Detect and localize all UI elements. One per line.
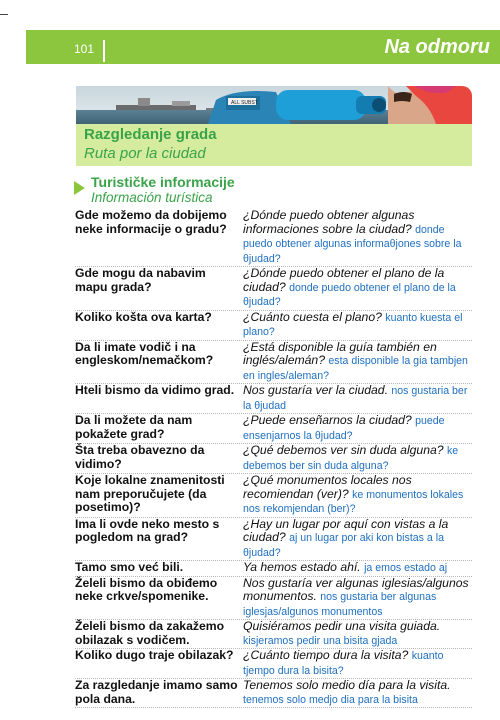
phrase-spanish: ¿Qué debemos ver sin duda alguna? [243,443,444,457]
phrase-list [75,209,472,708]
page-number-divider [103,40,105,62]
sightseeing-photo [76,86,472,124]
phrase-serbian: Koliko košta ova karta? [75,309,212,324]
phrase-serbian: Za razgledanje imamo samo pola dana. [75,678,238,706]
phrase-spanish: Nos gustaría ver algunas iglesias/algunos monumentos. [243,575,469,603]
phrase-serbian: Da li možete da nam pokažete grad? [75,413,193,441]
phrase-translation [243,384,472,413]
phrase-translation [243,311,472,340]
phrase-row [75,311,472,341]
section-header [76,124,472,166]
phrase-serbian: Želeli bismo da obiđemo neke crkve/spomenike. [75,575,218,603]
phrase-pronunciation: ke monumentos lokales nos rekomjendan (ber)? [243,488,464,515]
phrase-pronunciation: ja emos estado aj [364,562,448,574]
phrase-serbian: Hteli bismo da vidimo grad. [75,383,235,397]
phrase-translation [243,209,472,266]
phrase-serbian: Gde možemo da dobijemo neke informacije o gradu? [75,208,227,236]
phrase-row [75,444,472,474]
phrase-serbian: Želeli bismo da zakažemo obilazak s vodičem. [75,619,225,647]
phrase-translation [243,518,472,561]
phrase-spanish: Nos gustaría ver la ciudad. [243,383,388,397]
phrase-row [75,414,472,444]
phrase-translation [243,474,472,517]
phrase-pronunciation: kuanto kuesta el plano? [243,311,463,338]
phrase-row [75,620,472,649]
section-subtitle: Ruta por la ciudad [84,145,206,162]
phrase-row [75,561,472,577]
phrase-pronunciation: kuanto tjempo dura la bisita? [243,650,444,677]
phrase-pronunciation: aj un lugar por aki kon bistas a la θjudad? [243,532,444,559]
phrase-spanish: ¿Hay un lugar por aquí con vistas a la ciudad? [243,516,449,544]
phrase-serbian: Šta treba obavezno da vidimo? [75,443,205,471]
phrase-row [75,679,472,708]
phrase-row [75,209,472,267]
photo-sign-text: ALL SUBST [231,100,258,106]
phrase-pronunciation: donde puedo obtener algunas informaθjones sobre la θjudad? [243,223,462,265]
phrase-row [75,341,472,385]
phrase-translation [243,341,472,384]
phrase-row [75,649,472,679]
phrase-translation [243,577,472,620]
phrase-pronunciation: puede ensenjarnos la θjudad? [243,415,445,442]
phrase-spanish: ¿Qué monumentos locales nos recomiendan (ver)? [243,473,412,501]
phrase-serbian: Da li imate vodič i na engleskom/nemačkom? [75,339,214,367]
phrase-row [75,474,472,518]
phrase-spanish: ¿Está disponible la guía también en inglés/alemán? [243,339,437,367]
crop-mark [0,14,8,15]
phrase-translation [243,679,472,707]
page-number: 101 [74,42,95,56]
phrase-pronunciation: kisjeramos pedir una bisita gjada [243,634,398,647]
phrase-spanish: ¿Dónde puedo obtener algunas informaciones sobre la ciudad? [243,208,415,236]
phrase-serbian: Tamo smo već bili. [75,560,184,574]
phrase-pronunciation: donde puedo obtener el plano de la θjudad? [243,281,456,308]
phrase-spanish: ¿Puede enseñarnos la ciudad? [243,413,412,427]
phrase-row [75,577,472,621]
section-title: Razgledanje grada [84,126,217,143]
phrase-translation [243,267,472,310]
triangle-arrow-icon [74,181,85,195]
phrase-row [75,518,472,562]
phrase-pronunciation: ke debemos ber sin duda alguna? [243,445,459,472]
subsection-title: Turističke informacije [91,174,235,190]
phrase-row [75,384,472,414]
phrase-serbian: Koliko dugo traje obilazak? [75,648,234,662]
subsection-subtitle: Información turística [91,190,213,205]
phrase-translation [243,414,472,443]
phrase-spanish: ¿Cuánto cuesta el plano? [243,309,382,324]
phrase-pronunciation: esta disponible la gia tambjen en ingles/aleman? [243,355,468,382]
phrase-serbian: Koje lokalne znamenitosti nam preporučujete (da posetimo)? [75,473,225,514]
phrase-translation [243,620,472,648]
phrase-serbian: Gde mogu da nabavim mapu grada? [75,266,206,294]
phrase-spanish: ¿Dónde puedo obtener el plano de la ciudad? [243,266,445,294]
phrase-pronunciation: nos gustaria ber la θjudad [243,385,468,412]
phrase-translation [243,444,472,473]
chapter-title: Na odmoru [384,36,490,58]
phrase-translation [243,561,472,576]
phrase-spanish: Tenemos solo medio día para la visita. [243,678,451,692]
phrase-pronunciation: nos gustaria ber algunas iglesjas/algunos monumentos [243,591,437,618]
phrase-row [75,267,472,311]
phrase-spanish: Ya hemos estado ahí. [243,560,361,574]
phrase-spanish: Quisiéramos pedir una visita guiada. [243,619,441,633]
phrase-pronunciation: tenemos solo medjo dia para la bisita [243,693,418,706]
phrase-translation [243,649,472,678]
phrase-spanish: ¿Cuánto tiempo dura la visita? [243,648,409,662]
phrase-serbian: Ima li ovde neko mesto s pogledom na grad? [75,516,220,544]
